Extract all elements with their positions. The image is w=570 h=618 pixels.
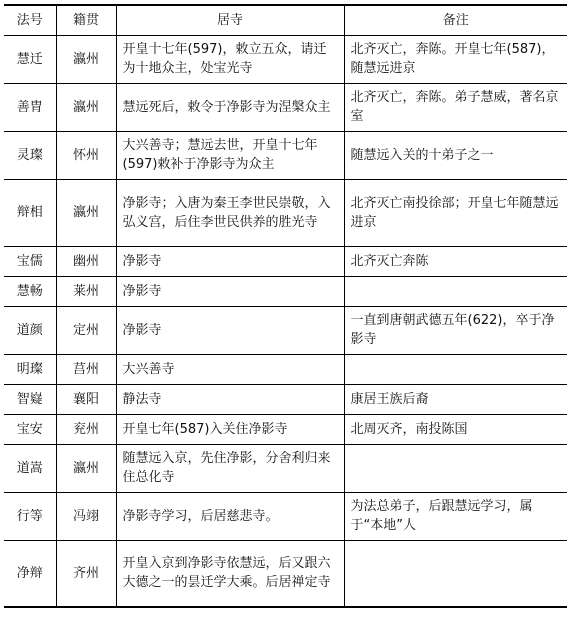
header-note: 备注: [344, 5, 567, 35]
cell-name: 宝安: [4, 414, 56, 444]
cell-name: 道嵩: [4, 444, 56, 492]
cell-origin: 怀州: [56, 131, 116, 179]
table-row: [4, 83, 567, 131]
header-row: [4, 5, 567, 35]
cell-note: [344, 444, 567, 492]
cell-name: 宝儒: [4, 246, 56, 276]
cell-note: 北齐灭亡，奔陈。弟子慧威，著名京室: [344, 83, 567, 131]
table-row: [4, 276, 567, 306]
cell-name: 净辩: [4, 540, 56, 607]
table-row: [4, 492, 567, 540]
cell-origin: 瀛州: [56, 83, 116, 131]
monks-table: [4, 4, 567, 608]
cell-note: 北齐灭亡南投徐部；开皇七年随慧远进京: [344, 179, 567, 246]
cell-origin: 幽州: [56, 246, 116, 276]
cell-temple: 开皇十七年(597)，敕立五众，请迁为十地众主，处宝光寺: [116, 35, 344, 83]
cell-origin: 瀛州: [56, 35, 116, 83]
cell-name: 智嶷: [4, 384, 56, 414]
cell-origin: 瀛州: [56, 444, 116, 492]
table-row: [4, 384, 567, 414]
cell-temple: 开皇入京到净影寺依慧远，后又跟六大德之一的昙迁学大乘。后居禅定寺: [116, 540, 344, 607]
cell-name: 慧迁: [4, 35, 56, 83]
table-row: [4, 354, 567, 384]
table-row: [4, 540, 567, 607]
cell-note: 一直到唐朝武德五年(622)，卒于净影寺: [344, 306, 567, 354]
cell-name: 善胄: [4, 83, 56, 131]
table-row: [4, 246, 567, 276]
cell-temple: 净影寺: [116, 246, 344, 276]
cell-temple: 净影寺学习，后居慈悲寺。: [116, 492, 344, 540]
cell-temple: 慧远死后，敕令于净影寺为涅槃众主: [116, 83, 344, 131]
cell-origin: 瀛州: [56, 179, 116, 246]
cell-temple: 大兴善寺；慧远去世，开皇十七年(597)敕补于净影寺为众主: [116, 131, 344, 179]
table-row: [4, 35, 567, 83]
cell-note: [344, 540, 567, 607]
cell-temple: 开皇七年(587)入关住净影寺: [116, 414, 344, 444]
cell-origin: 兖州: [56, 414, 116, 444]
cell-name: 灵璨: [4, 131, 56, 179]
cell-name: 慧畅: [4, 276, 56, 306]
table-row: [4, 179, 567, 246]
table-row: [4, 414, 567, 444]
cell-note: 康居王族后裔: [344, 384, 567, 414]
cell-origin: 莒州: [56, 354, 116, 384]
cell-origin: 襄阳: [56, 384, 116, 414]
cell-name: 道颜: [4, 306, 56, 354]
cell-temple: 随慧远入京，先住净影，分舍利归来住总化寺: [116, 444, 344, 492]
header-temple: 居寺: [116, 5, 344, 35]
cell-note: 北周灭齐，南投陈国: [344, 414, 567, 444]
cell-note: 为法总弟子，后跟慧远学习，属于“本地”人: [344, 492, 567, 540]
cell-name: 行等: [4, 492, 56, 540]
cell-note: 随慧远入关的十弟子之一: [344, 131, 567, 179]
cell-note: [344, 354, 567, 384]
table-row: [4, 131, 567, 179]
cell-temple: 净影寺；入唐为秦王李世民崇敬，入弘义宫，后住李世民供养的胜光寺: [116, 179, 344, 246]
table-row: [4, 444, 567, 492]
cell-temple: 大兴善寺: [116, 354, 344, 384]
cell-temple: 净影寺: [116, 306, 344, 354]
header-origin: 籍贯: [56, 5, 116, 35]
cell-name: 明璨: [4, 354, 56, 384]
cell-note: 北齐灭亡，奔陈。开皇七年(587)，随慧远进京: [344, 35, 567, 83]
header-name: 法号: [4, 5, 56, 35]
cell-origin: 冯翊: [56, 492, 116, 540]
table-row: [4, 306, 567, 354]
cell-origin: 莱州: [56, 276, 116, 306]
cell-origin: 定州: [56, 306, 116, 354]
cell-note: [344, 276, 567, 306]
cell-origin: 齐州: [56, 540, 116, 607]
cell-temple: 净影寺: [116, 276, 344, 306]
cell-temple: 静法寺: [116, 384, 344, 414]
cell-name: 辩相: [4, 179, 56, 246]
cell-note: 北齐灭亡奔陈: [344, 246, 567, 276]
